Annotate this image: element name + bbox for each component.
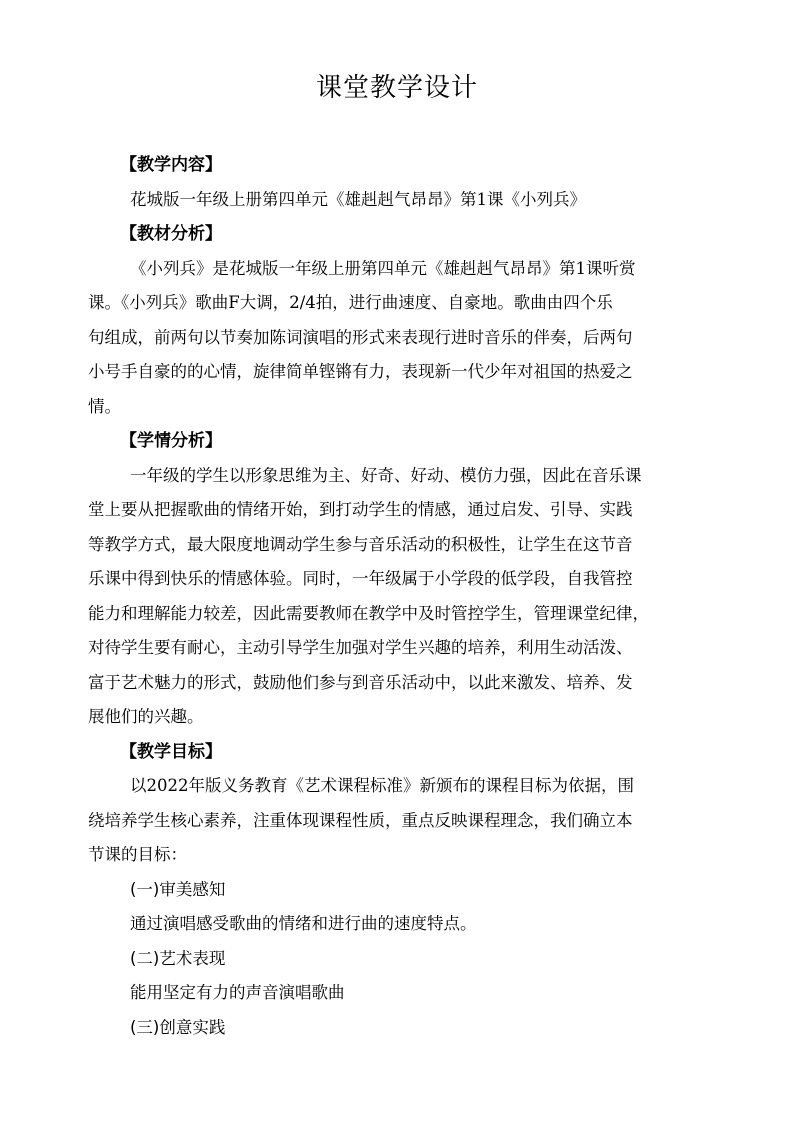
section-heading-material: 【教材分析】 (120, 224, 222, 244)
paragraph-line: 情。 (88, 396, 121, 416)
paragraph-line: 等教学方式，最大限度地调动学生参与音乐活动的积极性，让学生在这节音 (88, 534, 633, 554)
paragraph-line: 小号手自豪的的心情，旋律简单铿锵有力，表现新一代少年对祖国的热爱之 (88, 362, 633, 381)
paragraph-line: 课。《小列兵》歌曲F大调，2/4拍，进行曲速度、自豪地。歌曲由四个乐 (88, 293, 613, 312)
goal-text-expression: 能用坚定有力的声音演唱歌曲 (130, 983, 345, 1002)
paragraph-line: 富于艺术魅力的形式，鼓励他们参与到音乐活动中，以此来激发、培养、发 (88, 672, 633, 692)
paragraph-line: 能力和理解能力较差，因此需要教师在教学中及时管控学生，管理课堂纪律， (88, 603, 649, 623)
paragraph-line: 堂上要从把握歌曲的情绪开始，到打动学生的情感，通过启发、引导、实践 (88, 500, 633, 519)
section-heading-content: 【教学内容】 (120, 155, 222, 175)
paragraph-line: 句组成，前两句以节奏加陈词演唱的形式来表现行进时音乐的伴奏，后两句 (88, 327, 633, 347)
paragraph-line: 《小列兵》是花城版一年级上册第四单元《雄赳赳气昂昂》第1课听赏 (130, 258, 636, 278)
goal-label-aesthetic: (一)审美感知 (130, 879, 226, 899)
goal-label-expression: (二)艺术表现 (130, 948, 226, 968)
paragraph-line: 以2022年版义务教育《艺术课程标准》新颁布的课程目标为依据，围 (130, 776, 634, 795)
document-body (88, 148, 710, 1045)
paragraph-line: 乐课中得到快乐的情感体验。同时，一年级属于小学段的低学段，自我管控 (88, 569, 633, 588)
page-title: 课堂教学设计 (315, 73, 478, 103)
section-heading-students: 【学情分析】 (120, 431, 222, 451)
section-heading-goals: 【教学目标】 (120, 741, 222, 762)
paragraph-line: 节课的目标： (88, 845, 187, 864)
paragraph-line: 展他们的兴趣。 (88, 707, 204, 726)
goal-text-aesthetic: 通过演唱感受歌曲的情绪和进行曲的速度特点。 (130, 914, 477, 933)
paragraph-line: 对待学生要有耐心，主动引导学生加强对学生兴趣的培养，利用生动活泼、 (88, 638, 633, 657)
paragraph-line: 绕培养学生核心素养，注重体现课程性质，重点反映课程理念，我们确立本 (88, 810, 633, 830)
goal-label-practice: (三)创意实践 (130, 1017, 226, 1037)
paragraph-line: 一年级的学生以形象思维为主、好奇、好动、模仿力强，因此在音乐课 (130, 465, 642, 485)
paragraph-line: 花城版一年级上册第四单元《雄赳赳气昂昂》第1课《小列兵》 (130, 189, 586, 209)
